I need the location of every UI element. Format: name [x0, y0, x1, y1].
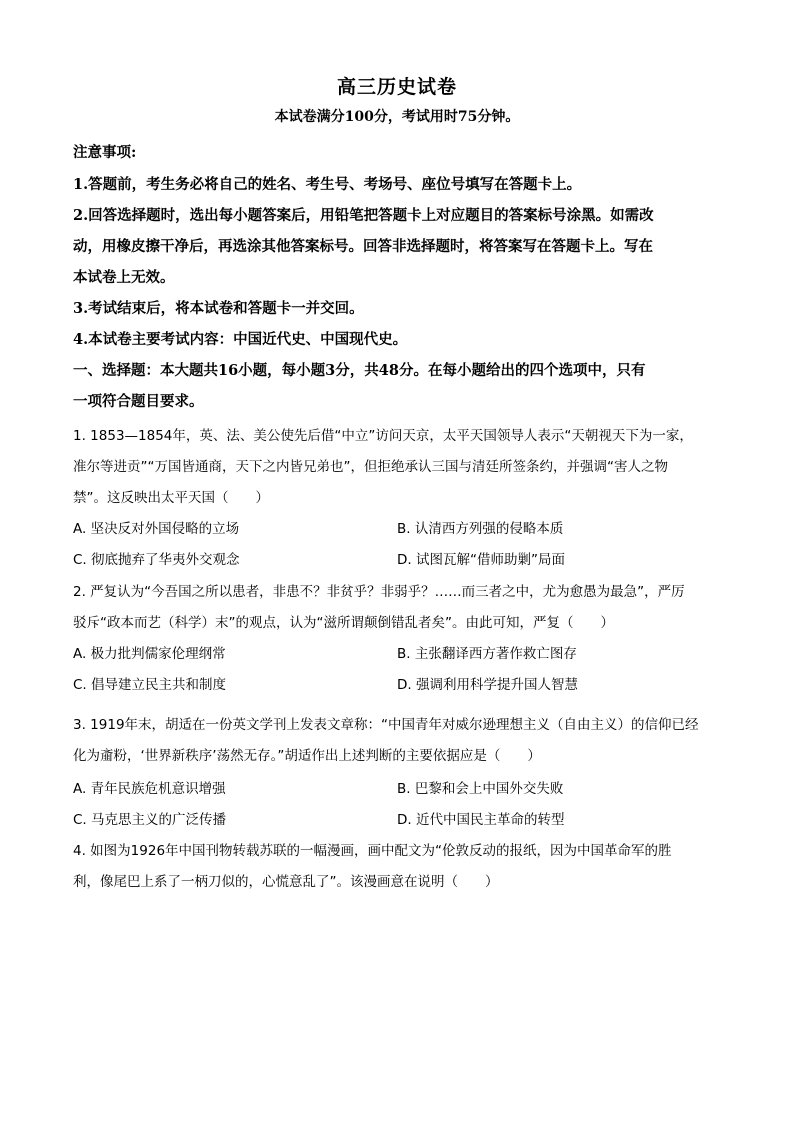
question-1-option-c[interactable]: C. 彻底抛弃了华夷外交观念	[73, 552, 240, 568]
page-title: 高三历史试卷	[336, 76, 457, 98]
question-3-option-c[interactable]: C. 马克思主义的广泛传播	[73, 812, 227, 828]
page-subtitle: 本试卷满分100分，考试用时75分钟。	[274, 109, 520, 125]
question-1-line-1: 1. 1853—1854年，英、法、美公使先后借“中立”访问天京，太平天国领导人表示“天朝视天下为一家，	[73, 428, 693, 444]
note-1: 1.答题前，考生务必将自己的姓名、考生号、考场号、座位号填写在答题卡上。	[73, 176, 582, 193]
question-3-option-d[interactable]: D. 近代中国民主革命的转型	[397, 812, 565, 828]
question-4-line-2: 利，像尾巴上系了一柄刀似的，心慌意乱了”。该漫画意在说明（ ）	[73, 874, 499, 890]
note-3: 3.考试结束后，将本试卷和答题卡一并交回。	[73, 300, 364, 317]
question-2-option-b[interactable]: B. 主张翻译西方著作救亡图存	[397, 646, 577, 662]
note-4: 4.本试卷主要考试内容：中国近代史、中国现代史。	[73, 331, 408, 348]
question-4-line-1: 4. 如图为1926年中国刊物转载苏联的一幅漫画，画中配文为“伦敦反动的报纸，因为中国革命军的胜	[73, 843, 672, 859]
question-1-line-3: 禁”。这反映出太平天国（ ）	[73, 490, 269, 506]
question-2-line-2: 驳斥“政本而艺（科学）末”的观点，认为“滋所谓颠倒错乱者矣”。由此可知，严复（ ）	[73, 615, 614, 631]
question-1-line-2: 准尔等进贡”“万国皆通商，天下之内皆兄弟也”，但拒绝承认三国与清廷所签条约，并强调“害人之物	[73, 459, 668, 475]
note-2-line-2: 动，用橡皮擦干净后，再选涂其他答案标号。回答非选择题时，将答案写在答题卡上。写在	[73, 238, 653, 255]
section-heading-line-1: 一、选择题：本大题共16小题，每小题3分，共48分。在每小题给出的四个选项中，只有	[73, 362, 646, 379]
question-3-option-b[interactable]: B. 巴黎和会上中国外交失败	[397, 781, 564, 797]
question-1-option-b[interactable]: B. 认清西方列强的侵略本质	[397, 521, 564, 537]
notes-heading: 注意事项:	[73, 144, 137, 161]
question-2-line-1: 2. 严复认为“今吾国之所以患者，非患不？非贫乎？非弱乎？……而三者之中，尤为愈愚为最急”，严厉	[73, 584, 685, 600]
question-2-option-c[interactable]: C. 倡导建立民主共和制度	[73, 677, 227, 693]
question-1-option-d[interactable]: D. 试图瓦解“借师助剿”局面	[397, 552, 565, 568]
question-1-option-a[interactable]: A. 坚决反对外国侵略的立场	[73, 521, 240, 537]
question-3-option-a[interactable]: A. 青年民族危机意识增强	[73, 781, 226, 797]
question-3-line-2: 化为齑粉，‘世界新秩序’荡然无存。”胡适作出上述判断的主要依据应是（ ）	[73, 748, 541, 764]
section-heading-line-2: 一项符合题目要求。	[73, 393, 204, 410]
question-2-option-a[interactable]: A. 极力批判儒家伦理纲常	[73, 646, 226, 662]
note-2-line-1: 2.回答选择题时，选出每小题答案后，用铅笔把答题卡上对应题目的答案标号涂黑。如需改	[73, 207, 654, 224]
question-2-option-d[interactable]: D. 强调利用科学提升国人智慧	[397, 677, 578, 693]
question-3-line-1: 3. 1919年末，胡适在一份英文学刊上发表文章称：“中国青年对威尔逊理想主义（自由主义）的信仰已经	[73, 717, 699, 733]
note-2-line-3: 本试卷上无效。	[73, 269, 175, 286]
